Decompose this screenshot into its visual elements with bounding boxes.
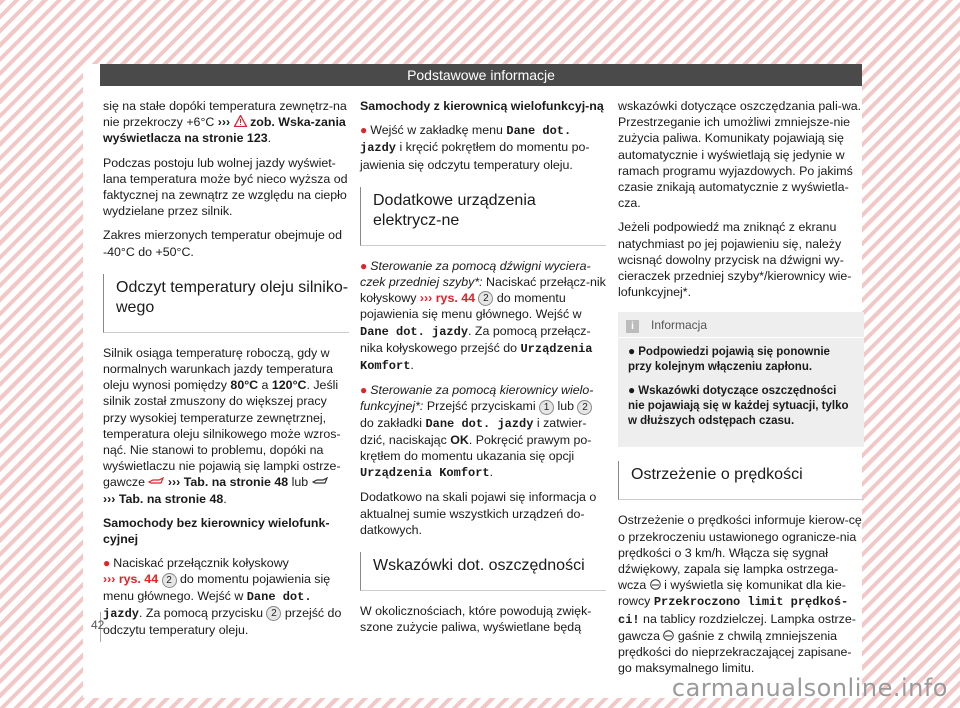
callout-number: 2	[478, 291, 493, 306]
info-box	[618, 312, 864, 447]
speed-dial-icon	[650, 579, 661, 590]
bullet-icon: ●	[103, 556, 111, 571]
cross-reference-link[interactable]: ›››	[217, 115, 231, 130]
callout-number: 2	[577, 400, 592, 415]
paragraph: Zakres mierzonych temperatur obejmuje od -40°C do +50°C.	[103, 228, 342, 259]
bullet-icon: ●	[628, 344, 636, 359]
cross-reference-link[interactable]: zob. Wska-zania wyświetlacza na stronie 123	[103, 115, 346, 146]
bullet-icon: ●	[360, 383, 368, 398]
page-header: Podstawowe informacje	[100, 64, 862, 86]
bullet-icon: ●	[360, 123, 368, 138]
column-3	[618, 98, 864, 684]
oil-can-icon	[312, 476, 328, 486]
paragraph: Podczas postoju lub wolnej jazdy wyświet-lana temperatura może być nieco wyższa od faktycznej na zewnątrz ze względu na ciepło wydzielane przez silnik.	[103, 155, 348, 219]
bullet-item: ● Sterowanie za pomocą dźwigni wyciera-czek przedniej szyby*: Naciskać przełącz-nik kołyskowy ››› rys. 44 2 do momentu pojawienia się menu głównego. Wejść w Dane dot. jazdy. Za pomocą przełącz-nika kołyskowego przejść do Urządzenia Komfort.	[360, 258, 606, 374]
paragraph: się na stałe dopóki temperatura zewnętrz-na nie przekroczy +6°C ››› zob. Wska-zania wyświetlacza na stronie 123.	[103, 99, 347, 146]
callout-number: 2	[162, 573, 177, 588]
bullet-item: ● Wejść w zakładkę menu Dane dot. jazdy i kręcić pokrętłem do momentu po-jawienia się odczytu temperatury oleju.	[360, 123, 590, 172]
bullet-icon: ●	[360, 258, 368, 273]
figure-reference-link[interactable]: ››› rys. 44	[419, 291, 475, 306]
info-item: ● Wskazówki dotyczące oszczędności nie pojawiają się w każdej sytuacji, tylko w dłuższych odstępach czasu.	[628, 383, 849, 428]
paragraph: Silnik osiąga temperaturę roboczą, gdy w normalnych warunkach jazdy temperatura oleju wynosi pomiędzy 80°C a 120°C. Jeśli silnik został zmuszony do większej pracy przy wysokiej temperaturze zewnętrznej, temperatura oleju silnikowego może wzros-nąć. Nie stanowi to problemu, dopóki na wyświetlaczu nie pojawią się lampki ostrze-gawcze ››› Tab. na stronie 48 lub ››› Tab. na stronie 48.	[103, 345, 341, 506]
paragraph: Dodatkowo na skali pojawi się informacja o aktualnej sumie wszystkich urządzeń do-datkowych.	[360, 490, 597, 537]
callout-number: 1	[539, 400, 554, 415]
warning-triangle-icon	[234, 115, 247, 127]
paragraph: Ostrzeżenie o prędkości informuje kierow-cę o przekroczeniu ustawionego ogranicze-nia prędkości o 3 km/h. Włącza się sygnał dźwiękowy, zapala się lampka ostrzega-wcza i wyświetla się komunikat dla kie-rowcy Przekroczono limit prędkoś-ci! na tablicy rozdzielczej. Lampka ostrze-gawcza gaśnie z chwilą zmniejszenia prędkości do nieprzekraczającej zapisane-go maksymalnego limitu.	[618, 513, 862, 676]
cross-reference-link[interactable]: ››› Tab. na stronie 48	[164, 475, 289, 490]
bullet-item: ● Sterowanie za pomocą kierownicy wielo-funkcyjnej*: Przejść przyciskami 1 lub 2 do zakładki Dane dot. jazdy i zatwier-dzić, naciskając OK. Pokręcić prawym po-krętłem do momentu ukazania się opcji Urządzenia Komfort.	[360, 383, 594, 481]
column-1	[103, 98, 349, 646]
bullet-item: ● Naciskać przełącznik kołyskowy ››› rys. 44 2 do momentu pojawienia się menu głównego. Wejść w Dane dot. jazdy. Za pomocą przycisku 2 przejść do odczytu temperatury oleju.	[103, 556, 342, 638]
oil-can-icon	[148, 476, 164, 486]
info-item: ● Podpowiedzi pojawią się ponownie przy kolejnym włączeniu zapłonu.	[628, 344, 830, 374]
section-title: Dodatkowe urządzenia elektrycz-ne	[360, 187, 606, 246]
page-number: 42	[91, 618, 105, 632]
paragraph: W okolicznościach, które powodują zwięk-szone zużycie paliwa, wyświetlane będą	[360, 604, 592, 635]
paragraph: wskazówki dotyczące oszczędzania pali-wa. Przestrzeganie ich umożliwi zmniejsze-nie zużycia paliwa. Komunikaty pojawiają się automatycznie i wyświetlają się jedynie w ramach programu wyjazdowych. Po jakimś czasie znikają automatycznie z wyświetla-cza.	[618, 99, 862, 211]
sub-heading: Samochody bez kierownicy wielofunk-cyjnej	[103, 515, 330, 547]
section-title: Odczyt temperatury oleju silniko-wego	[103, 274, 349, 333]
section-title: Wskazówki dot. oszczędności	[360, 552, 606, 591]
bullet-icon: ●	[628, 383, 636, 398]
info-icon: i	[626, 320, 639, 333]
manual-page	[83, 64, 862, 698]
section-title: Ostrzeżenie o prędkości	[618, 461, 864, 500]
info-box-title: i Informacja	[618, 312, 864, 338]
watermark: carmanualsonline.info	[671, 674, 948, 702]
paragraph: Jeżeli podpowiedź ma zniknąć z ekranu natychmiast po jej pojawieniu się, należy wcisnąć dowolny przycisk na dźwigni wy-cieraczek przedniej szyby*/kierownicy wie-lofunkcyjnej*.	[618, 220, 852, 300]
cross-reference-link[interactable]: ››› Tab. na stronie 48	[103, 491, 224, 506]
sub-heading: Samochody z kierownicą wielofunkcyj-ną	[360, 99, 604, 113]
figure-reference-link[interactable]: ››› rys. 44	[103, 572, 159, 587]
column-2	[360, 98, 606, 644]
speed-dial-icon	[663, 630, 674, 641]
callout-number: 2	[266, 606, 281, 621]
